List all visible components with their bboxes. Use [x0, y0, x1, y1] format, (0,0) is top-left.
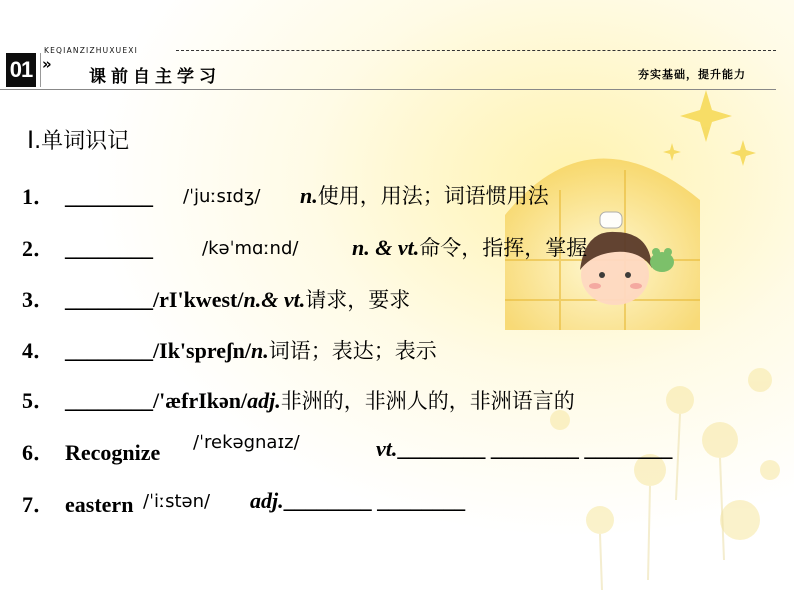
item-number: 1． [22, 184, 56, 209]
item-definition [352, 232, 587, 262]
section-slogan: 夯实基础，提升能力 [638, 68, 746, 81]
vocab-word: Recognize [65, 440, 161, 465]
vocab-word: eastern [65, 492, 134, 517]
answer-blank[interactable]: ________ [65, 287, 154, 312]
part-of-speech: adj. [250, 488, 284, 513]
answer-blanks[interactable]: ________ ________ ________ [397, 436, 673, 461]
vocab-item-3 [22, 283, 410, 314]
part-of-speech: n. [250, 338, 269, 363]
item-definition [250, 488, 465, 514]
answer-blanks[interactable]: ________ ________ [283, 488, 466, 513]
meaning-text: 词语；表达；表示 [268, 339, 437, 363]
vocab-item-2 [22, 232, 153, 263]
item-phonetic: /kəˈmɑːnd/ [202, 238, 299, 259]
item-number: 3． [22, 287, 56, 312]
item-number: 5． [22, 388, 56, 413]
part-of-speech: vt. [376, 436, 398, 461]
meaning-text: 使用，用法；词语惯用法 [317, 184, 549, 208]
vocab-item-6 [22, 436, 160, 467]
double-chevron-icon: » [42, 55, 52, 73]
item-phonetic: /rI'kwest/ [153, 287, 244, 312]
part-of-speech: n. & vt. [352, 235, 420, 260]
item-definition [376, 436, 672, 462]
header-pinyin: KEQIANZIZHUXUEXI [44, 46, 139, 55]
answer-blank[interactable]: ________ [65, 338, 154, 363]
item-number: 6． [22, 440, 56, 465]
part-of-speech: adj. [247, 388, 281, 413]
item-phonetic: /ˈiːstən/ [143, 491, 211, 512]
meaning-text: 请求，要求 [305, 288, 411, 312]
meaning-text: 命令，指挥，掌握 [419, 236, 588, 260]
item-definition [300, 180, 549, 210]
item-number: 4． [22, 338, 56, 363]
item-phonetic: /Ik'spreʃn/ [153, 338, 251, 363]
heading-roman-numeral: Ⅰ [27, 128, 35, 154]
exercise-heading [27, 124, 129, 155]
vocab-item-1 [22, 180, 153, 211]
item-phonetic: /ˈjuːsɪdʒ/ [183, 186, 261, 207]
part-of-speech: n. [300, 183, 318, 208]
answer-blank[interactable]: ________ [65, 184, 154, 209]
item-phonetic: /ˈrekəgnaɪz/ [193, 432, 300, 453]
section-title: 课前自主学习 [89, 67, 221, 87]
answer-blank[interactable]: ________ [65, 236, 154, 261]
vocab-item-4 [22, 334, 437, 365]
heading-text: .单词识记 [34, 129, 130, 154]
item-phonetic: /'æfrIkən/ [153, 388, 248, 413]
section-number-badge: 01 [6, 53, 36, 87]
meaning-text: 非洲的，非洲人的，非洲语言的 [280, 389, 575, 413]
item-number: 7． [22, 492, 56, 517]
vocab-item-7 [22, 488, 133, 519]
answer-blank[interactable]: ________ [65, 388, 154, 413]
part-of-speech: n.& vt. [243, 287, 306, 312]
vocab-item-5 [22, 384, 575, 415]
item-number: 2． [22, 236, 56, 261]
